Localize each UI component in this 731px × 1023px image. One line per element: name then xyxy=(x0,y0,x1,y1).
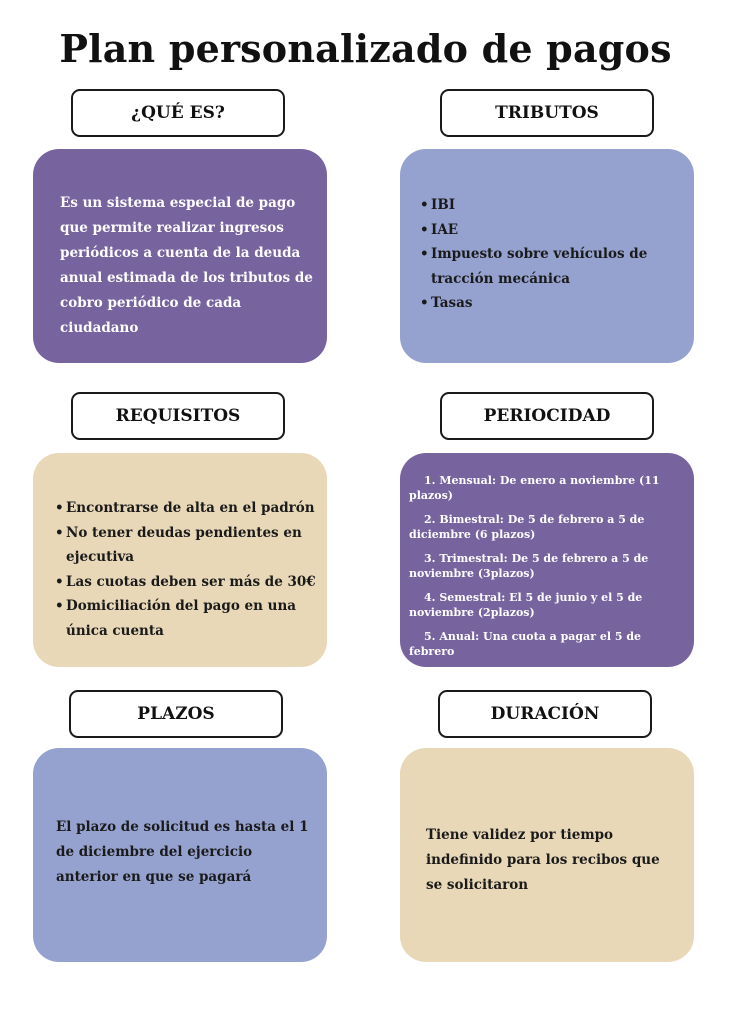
que-es-text: Es un sistema especial de pago que permite realizar ingresos periódicos a cuenta de la deuda anual estimada de los tributos de cobro periódico de cada ciudadano xyxy=(60,195,313,336)
plazos-label: PLAZOS xyxy=(69,690,283,738)
requisitos-card xyxy=(33,453,327,667)
tributos-item: • IAE xyxy=(411,218,684,243)
tributos-label: TRIBUTOS xyxy=(440,89,654,137)
plazos-card xyxy=(33,748,327,962)
requisitos-item: • Las cuotas deben ser más de 30€ xyxy=(46,570,319,595)
tributos-list xyxy=(411,193,684,316)
periodicidad-label: PERIOCIDAD xyxy=(440,392,654,440)
periodicidad-item: 4. Semestral: El 5 de junio y el 5 de noviembre (2plazos) xyxy=(409,591,643,619)
que-es-label: ¿QUÉ ES? xyxy=(71,89,285,137)
requisitos-label: REQUISITOS xyxy=(71,392,285,440)
periodicidad-item: 1. Mensual: De enero a noviembre (11 plazos) xyxy=(409,474,660,502)
tributos-card xyxy=(400,149,694,363)
requisitos-item: • Encontrarse de alta en el padrón xyxy=(46,496,319,521)
tributos-item: • Impuesto sobre vehículos de tracción mecánica xyxy=(411,242,684,291)
que-es-card xyxy=(33,149,327,363)
tributos-item: • Tasas xyxy=(411,291,684,316)
plazos-text: El plazo de solicitud es hasta el 1 de diciembre del ejercicio anterior en que se pagará xyxy=(56,819,309,885)
requisitos-list xyxy=(46,496,319,643)
duracion-text: Tiene validez por tiempo indefinido para los recibos que se solicitaron xyxy=(426,827,660,893)
tributos-item: • IBI xyxy=(411,193,684,218)
duracion-label: DURACIÓN xyxy=(438,690,652,738)
periodicidad-item: 3. Trimestral: De 5 de febrero a 5 de noviembre (3plazos) xyxy=(409,552,649,580)
periodicidad-item: 2. Bimestral: De 5 de febrero a 5 de diciembre (6 plazos) xyxy=(409,513,645,541)
periodicidad-item: 5. Anual: Una cuota a pagar el 5 de febrero xyxy=(409,630,642,658)
periodicidad-card xyxy=(400,453,694,667)
requisitos-item: • No tener deudas pendientes en ejecutiva xyxy=(46,521,319,570)
periodicidad-list xyxy=(409,473,684,659)
duracion-card xyxy=(400,748,694,962)
page-title: Plan personalizado de pagos xyxy=(59,26,672,71)
requisitos-item: • Domiciliación del pago en una única cuenta xyxy=(46,594,319,643)
